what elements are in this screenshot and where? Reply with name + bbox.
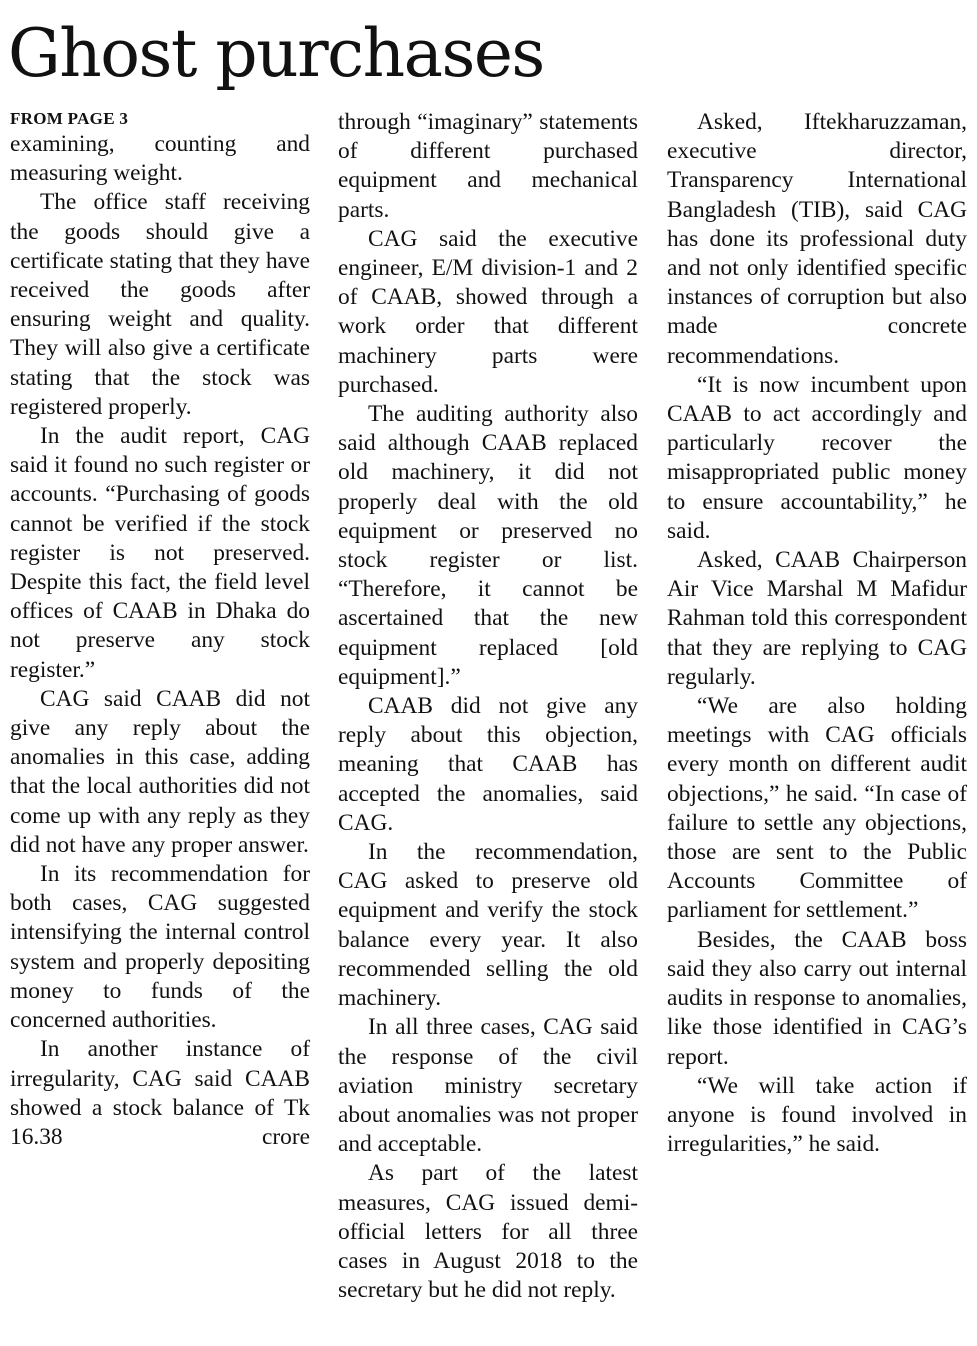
paragraph: “We will take action if anyone is found involved in irregularities,” he said.: [667, 1072, 967, 1158]
continuation-kicker: FROM PAGE 3: [10, 109, 129, 128]
paragraph: In the audit report, CAG said it found no such register or accounts. “Purchasing of goods cannot be verified if the stock register is not preserved. Despite this fact, the field level offices of CAAB in Dhaka do not preserve any stock register.”: [10, 423, 310, 683]
paragraph: “We are also holding meetings with CAG officials every month on different audit objections,” he said. “In case of failure to settle any objections, those are sent to the Public Accounts Committee of parliament for settlement.”: [667, 693, 967, 924]
paragraph: In its recommendation for both cases, CAG suggested intensifying the internal control system and properly depositing money to funds of the concerned authorities.: [10, 861, 310, 1034]
paragraph: Asked, Iftekharuzzaman, executive director, Transparency International Bangladesh (TIB), said CAG has done its professional duty and not only identified specific instances of corruption but also made concrete recommendations.: [667, 109, 967, 369]
article-column-1: [10, 108, 310, 1152]
paragraph: CAG said CAAB did not give any reply about the anomalies in this case, adding that the local authorities did not come up with any reply as they did not have any proper answer.: [10, 685, 310, 858]
paragraph: through “imaginary” statements of different purchased equipment and mechanical parts.: [338, 109, 638, 223]
paragraph: In the recommendation, CAG asked to preserve old equipment and verify the stock balance every year. It also recommended selling the old machinery.: [338, 839, 638, 1012]
paragraph: As part of the latest measures, CAG issued demi-official letters for all three cases in August 2018 to the secretary but he did not reply.: [338, 1160, 638, 1304]
paragraph: In another instance of irregularity, CAG said CAAB showed a stock balance of Tk 16.38 crore: [10, 1036, 310, 1150]
paragraph: CAAB did not give any reply about this objection, meaning that CAAB has accepted the anomalies, said CAG.: [338, 693, 638, 836]
paragraph: In all three cases, CAG said the response of the civil aviation ministry secretary about anomalies was not proper and acceptable.: [338, 1014, 638, 1158]
paragraph: The auditing authority also said although CAAB replaced old machinery, it did not properly deal with the old equipment or preserved no stock register or list. “Therefore, it cannot be ascertained that the new equipment replaced [old equipment].”: [338, 401, 638, 690]
paragraph: Asked, CAAB Chairperson Air Vice Marshal M Mafidur Rahman told this correspondent that they are replying to CAG regularly.: [667, 547, 967, 690]
paragraph: examining, counting and measuring weight.: [10, 131, 310, 187]
article-column-2: [338, 108, 638, 1305]
paragraph: CAG said the executive engineer, E/M division-1 and 2 of CAAB, showed through a work order that different machinery parts were purchased.: [338, 225, 638, 398]
paragraph: “It is now incumbent upon CAAB to act accordingly and particularly recover the misappropriated public money to ensure accountability,” he said.: [667, 371, 967, 544]
headline: Ghost purchases: [8, 15, 544, 92]
article-column-3: [667, 108, 967, 1159]
paragraph: The office staff receiving the goods should give a certificate stating that they have received the goods after ensuring weight and quality. They will also give a certificate stating that the stock was registered properly.: [10, 189, 310, 420]
paragraph: Besides, the CAAB boss said they also carry out internal audits in response to anomalies, like those identified in CAG’s report.: [667, 926, 967, 1070]
